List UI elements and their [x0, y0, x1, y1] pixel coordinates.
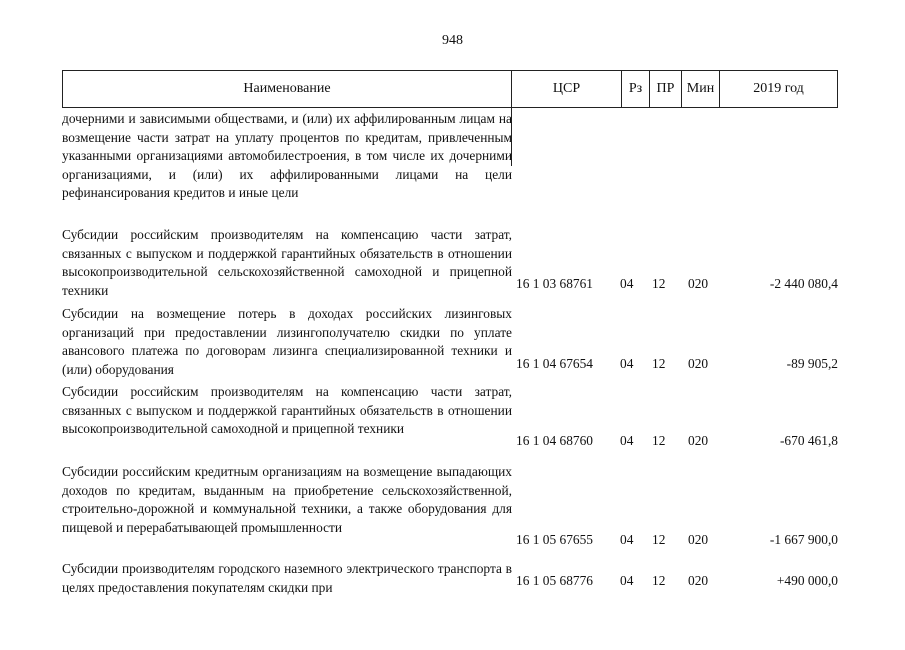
row-pr: 12 — [652, 433, 666, 448]
header-pr: ПР — [649, 71, 681, 107]
row-min: 020 — [688, 532, 709, 547]
row-amount: -670 461,8 — [779, 433, 838, 448]
row-name: дочерними и зависимыми обществами, и (или) их аффилированным лицам на возмещение части затрат на уплату процентов по кредитам, привлеченным указанными организациями автомобилестроения, в том числе их дочерними организациями, и (или) их аффилированными лицами на цели рефинансирования кредитов и иные цели — [62, 111, 512, 201]
row-name: Субсидии российским производителям на компенсацию части затрат, связанных с выпуском и поддержкой гарантийных обязательств в отношении высокопроизводительной сельскохозяйственной самоходной и прицепной техники — [62, 227, 512, 298]
row-amount: -2 440 080,4 — [769, 276, 838, 291]
row-rz: 04 — [620, 573, 634, 588]
page-number: 948 — [442, 33, 463, 48]
row-name: Субсидии российским кредитным организациям на возмещение выпадающих доходов по кредитам, выданным на приобретение сельскохозяйственной, строительно-дорожной и коммунальной техники, а также оборудования для пищевой и перерабатывающей промышленности — [62, 464, 512, 535]
row-pr: 12 — [652, 276, 666, 291]
row-rz: 04 — [620, 276, 634, 291]
row-rz: 04 — [620, 433, 634, 448]
row-name: Субсидии российским производителям на компенсацию части затрат, связанных с выпуском и поддержкой гарантийных обязательств в отношении высокопроизводительной самоходной и прицепной техники — [62, 384, 512, 437]
table-header — [62, 70, 838, 108]
row-min: 020 — [688, 356, 709, 371]
row-csr: 16 1 04 67654 — [516, 356, 593, 371]
row-rz: 04 — [620, 532, 634, 547]
header-name: Наименование — [243, 81, 331, 96]
row-name: Субсидии на возмещение потерь в доходах российских лизинговых организаций при предоставлении лизингополучателю скидки по уплате авансового платежа по договорам лизинга специализированной техники и (или) оборудования — [62, 306, 512, 377]
row-csr: 16 1 03 68761 — [516, 276, 593, 291]
row-csr: 16 1 05 67655 — [516, 532, 593, 547]
header-csr: ЦСР — [511, 71, 621, 107]
row-csr: 16 1 05 68776 — [516, 573, 593, 588]
header-min: Мин — [681, 71, 719, 107]
row-pr: 12 — [652, 532, 666, 547]
row-amount: -89 905,2 — [786, 356, 838, 371]
budget-table — [62, 70, 838, 650]
row-csr: 16 1 04 68760 — [516, 433, 593, 448]
row-amount: -1 667 900,0 — [769, 532, 838, 547]
row-min: 020 — [688, 276, 709, 291]
header-rz: Рз — [621, 71, 649, 107]
row-pr: 12 — [652, 356, 666, 371]
header-year: 2019 год — [719, 71, 837, 107]
row-name: Субсидии производителям городского наземного электрического транспорта в целях предоставления покупателям скидки при — [62, 561, 512, 595]
row-rz: 04 — [620, 356, 634, 371]
row-min: 020 — [688, 433, 709, 448]
row-min: 020 — [688, 573, 709, 588]
row-pr: 12 — [652, 573, 666, 588]
row-amount: +490 000,0 — [776, 573, 838, 588]
